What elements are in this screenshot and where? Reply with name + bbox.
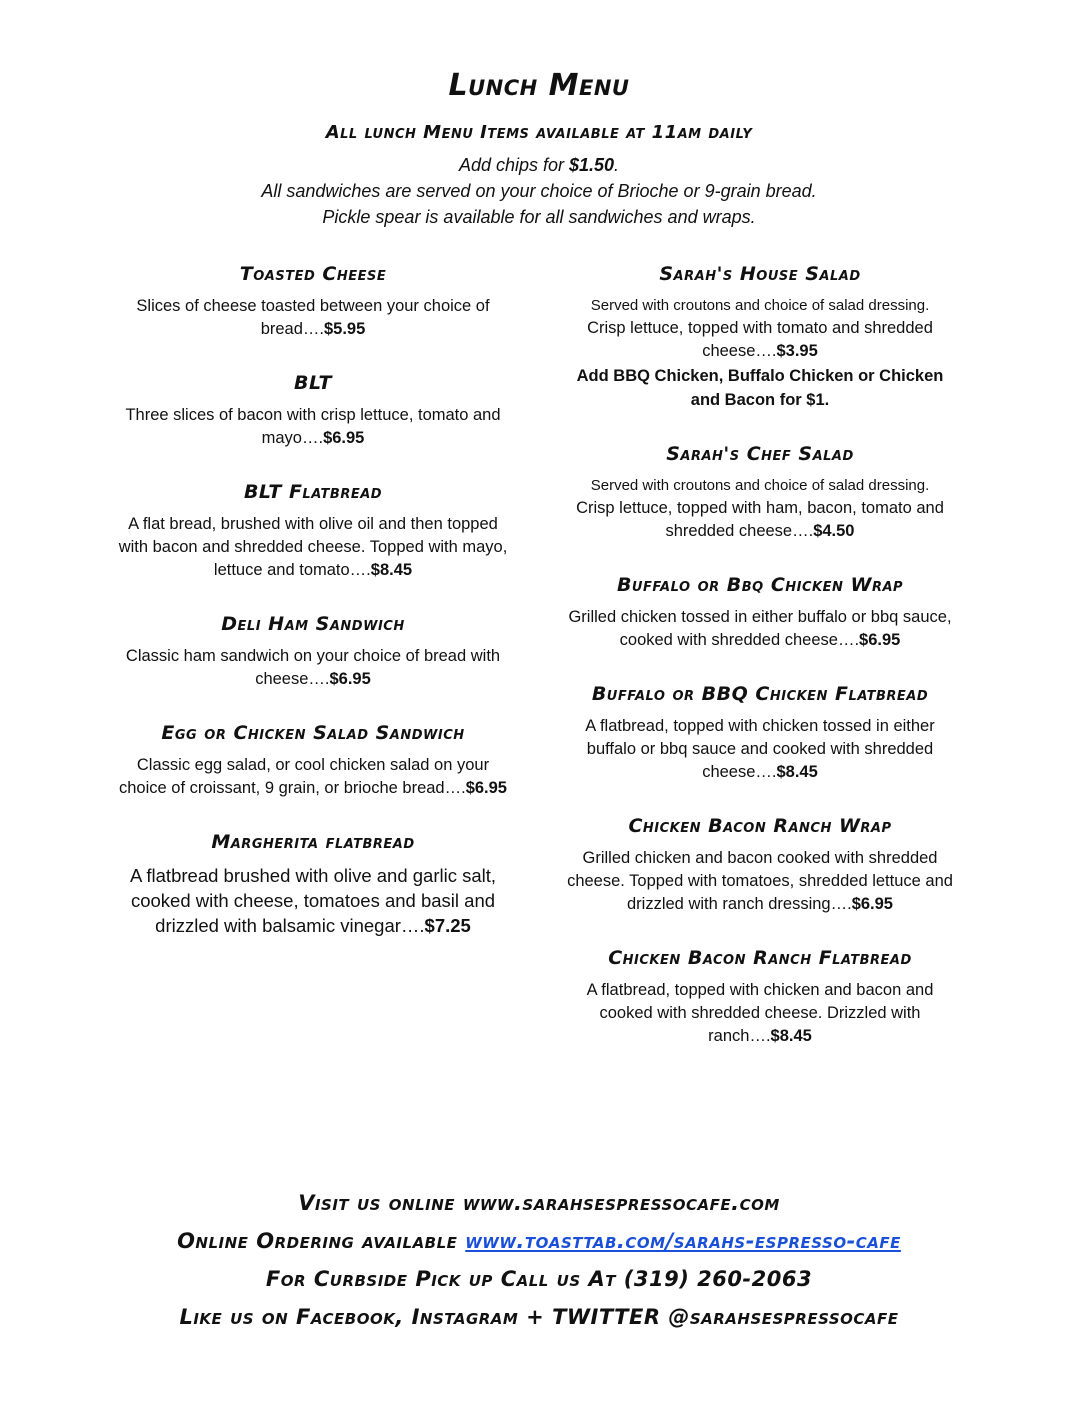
- menu-item-name: BLT: [294, 372, 332, 394]
- menu-item-price: $4.50: [813, 522, 855, 540]
- menu-item-name: Egg or Chicken Salad Sandwich: [161, 722, 465, 744]
- footer-social: Like us on Facebook, Instagram + TWITTER @sarahsespressocafe: [179, 1305, 899, 1329]
- menu-item: [113, 480, 513, 582]
- menu-item-price: $6.95: [329, 670, 371, 688]
- menu-item: [560, 682, 960, 784]
- menu-item-description: Crisp lettuce, topped with tomato and shredded cheese….$3.95: [587, 319, 933, 360]
- footer: [0, 1184, 1078, 1336]
- page-title: Lunch Menu: [448, 68, 630, 103]
- menu-item-description: Crisp lettuce, topped with ham, bacon, tomato and shredded cheese….$4.50: [576, 499, 944, 540]
- online-ordering-link[interactable]: www.toasttab.com/sarahs-espresso-cafe: [465, 1229, 901, 1253]
- menu-item-description: A flatbread brushed with olive and garlic salt, cooked with cheese, tomatoes and basil and drizzled with balsamic vinegar….$7.25: [129, 865, 497, 936]
- menu-item-price: $5.95: [324, 320, 366, 338]
- menu-item-name: Deli Ham Sandwich: [221, 613, 405, 635]
- intro-pickle-line: Pickle spear is available for all sandwiches and wraps.: [322, 207, 756, 227]
- intro-notes: [0, 152, 1078, 230]
- menu-item-description: Grilled chicken and bacon cooked with shredded cheese. Topped with tomatoes, shredded lettuce and drizzled with ranch dressing….$6.95: [567, 849, 953, 913]
- menu-item: [560, 814, 960, 916]
- menu-item-price: $6.95: [323, 429, 365, 447]
- menu-item-name: Buffalo or Bbq Chicken Wrap: [616, 574, 904, 596]
- page-subtitle: All lunch Menu Items available at 11am daily: [325, 122, 753, 143]
- menu-item: [560, 442, 960, 543]
- menu-item-description: Classic ham sandwich on your choice of bread with cheese….$6.95: [125, 647, 501, 688]
- menu-column-left: [113, 262, 513, 938]
- footer-ordering: Online Ordering available www.toasttab.com/sarahs-espresso-cafe: [177, 1229, 901, 1253]
- menu-item-name: Chicken Bacon Ranch Wrap: [628, 815, 892, 837]
- menu-item-price: $8.45: [776, 763, 818, 781]
- menu-item: [113, 262, 513, 341]
- menu-item: [113, 721, 513, 800]
- menu-item-price: $6.95: [859, 631, 901, 649]
- menu-item-name: Buffalo or BBQ Chicken Flatbread: [591, 683, 929, 705]
- menu-item-description: Classic egg salad, or cool chicken salad on your choice of croissant, 9 grain, or brioche bread….$6.95: [119, 756, 507, 797]
- menu-item-name: Toasted Cheese: [239, 263, 387, 285]
- menu-item-description: Slices of cheese toasted between your choice of bread….$5.95: [136, 297, 490, 338]
- intro-bread-line: All sandwiches are served on your choice of Brioche or 9-grain bread.: [261, 181, 817, 201]
- menu-item: [113, 612, 513, 691]
- menu-item-price: $7.25: [424, 915, 471, 936]
- intro-chips-line: Add chips for $1.50.: [458, 155, 620, 175]
- footer-curbside-phone: For Curbside Pick up Call us At (319) 260-2063: [265, 1267, 813, 1291]
- menu-item-price: $6.95: [851, 895, 893, 913]
- menu-item-price: $8.45: [770, 1027, 812, 1045]
- menu-column-right: [560, 262, 960, 1048]
- menu-item-description: A flatbread, topped with chicken tossed in either buffalo or bbq sauce and cooked with shredded cheese….$8.45: [585, 717, 935, 781]
- menu-item-price: $3.95: [776, 342, 818, 360]
- menu-item-note: Served with croutons and choice of salad dressing.: [590, 297, 930, 314]
- chips-price: $1.50: [569, 155, 615, 175]
- menu-item-description: A flatbread, topped with chicken and bacon and cooked with shredded cheese. Drizzled with ranch….$8.45: [586, 981, 934, 1045]
- menu-item-price: $8.45: [370, 561, 413, 579]
- menu-item-description: Grilled chicken tossed in either buffalo or bbq sauce, cooked with shredded cheese….$6.95: [568, 608, 952, 649]
- menu-item-name: Chicken Bacon Ranch Flatbread: [608, 947, 912, 969]
- menu-item-name: Sarah's Chef Salad: [666, 443, 854, 465]
- menu-item: [560, 946, 960, 1048]
- menu-item-price: $6.95: [465, 779, 507, 797]
- menu-item: [560, 573, 960, 652]
- menu-item-name: Sarah's House Salad: [659, 263, 861, 285]
- footer-website: Visit us online www.sarahsespressocafe.com: [298, 1191, 780, 1215]
- menu-item-note: Served with croutons and choice of salad dressing.: [590, 477, 930, 494]
- menu-item-addon: Add BBQ Chicken, Buffalo Chicken or Chicken and Bacon for $1.: [576, 367, 944, 409]
- menu-item: [113, 830, 513, 938]
- menu-item: [113, 371, 513, 450]
- menu-item: [560, 262, 960, 412]
- menu-item-name: Margherita flatbread: [211, 831, 415, 853]
- menu-item-name: BLT Flatbread: [243, 481, 383, 503]
- menu-item-description: Three slices of bacon with crisp lettuce, tomato and mayo….$6.95: [125, 406, 501, 447]
- menu-item-description: A flat bread, brushed with olive oil and then topped with bacon and shredded cheese. Topped with mayo, lettuce and tomato….$8.45: [118, 515, 508, 579]
